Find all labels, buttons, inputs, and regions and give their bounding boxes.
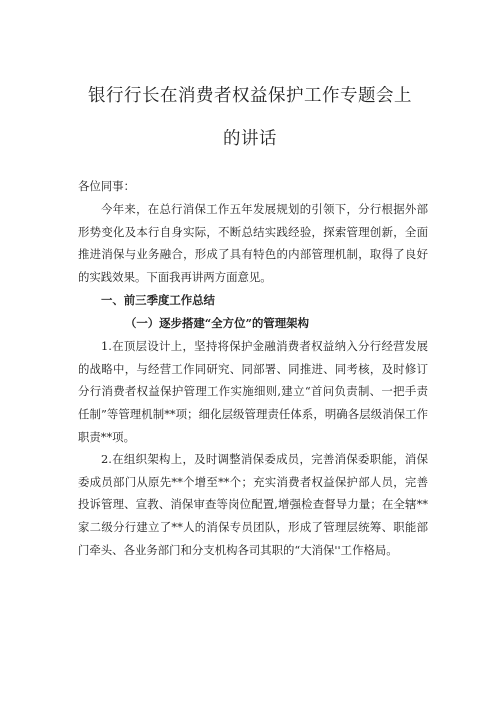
subsection-heading-1: （一）逐步搭建“全方位”的管理架构	[125, 316, 309, 330]
list-item-1	[78, 335, 428, 449]
intro-paragraph: 今年来，在总行消保工作五年发展规划的引领下，分行根据外部形势变化及本行自身实际，不断总结实践经验，探索管理创新，全面推进消保与业务融合，形成了具有特色的内部管理机制，取得了良好的实践效果。下面我再讲两方面意见。	[78, 202, 428, 285]
item-text-2: 在组织架构上，及时调整消保委成员，完善消保委职能，消保委成员部门从原先**个增至**个；充实消费者权益保护部人员，完善投诉管理、宣教、消保审查等岗位配置,增强检查督导力量；在全辖**家二级分行建立了**人的消保专员团队，形成了管理层统筹、职能部门牵头、各业务部门和分支机构各司其职的“大消保''工作格局。	[78, 452, 428, 557]
document-title-line-2: 的讲话	[223, 129, 277, 149]
section-heading-1: 一、前三季度工作总结	[101, 293, 215, 307]
document-title-line-1: 银行行长在消费者权益保护工作专题会上	[88, 86, 412, 106]
item-text-1: 在顶层设计上，坚持将保护金融消费者权益纳入分行经营发展的战略中，与经营工作同研究、同部署、同推进、同考核，及时修订分行消费者权益保护管理工作实施细则,建立“首问负责制、一把手责任制”等管理机制**项；细化层级管理责任体系，明确各层级消保工作职责**项。	[78, 339, 428, 444]
list-item-2	[78, 448, 428, 562]
item-number-2: 2.	[101, 452, 112, 466]
item-number-1: 1.	[101, 339, 112, 353]
salutation: 各位同事：	[78, 179, 135, 193]
